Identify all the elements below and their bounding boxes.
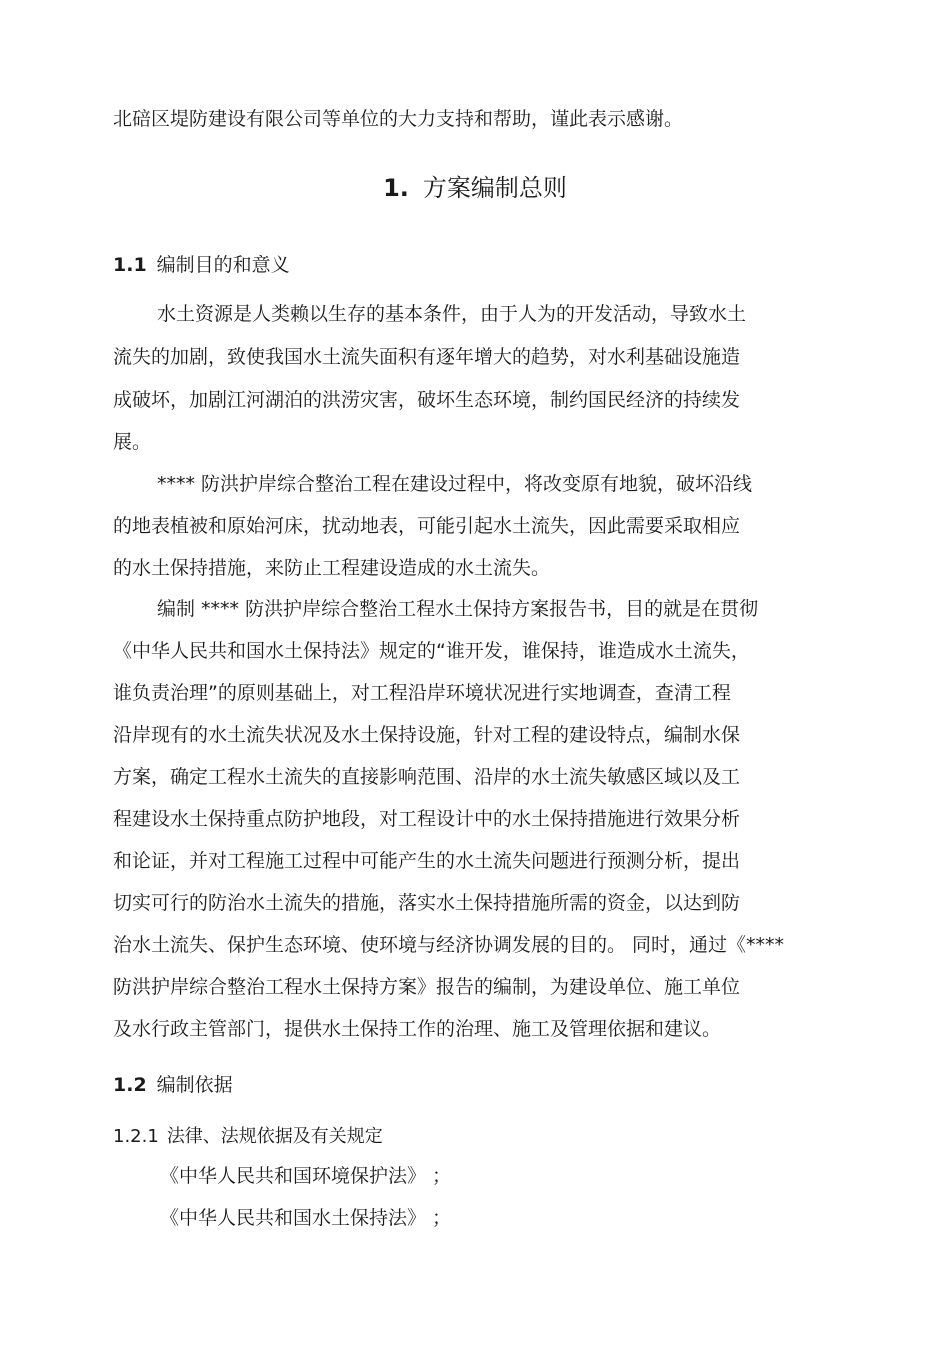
para3-line: 治水土流失、保护生态环境、使环境与经济协调发展的目的。 同时，通过《**** [113, 934, 785, 956]
law-item: 《中华人民共和国水土保持法》 ； [160, 1207, 452, 1229]
para3-line: 和论证，并对工程施工过程中可能产生的水土流失问题进行预测分析，提出 [113, 850, 741, 872]
para2-line: 的水土保持措施，来防止工程建设造成的水土流失。 [113, 557, 551, 579]
para3-line: 编制 **** 防洪护岸综合整治工程水土保持方案报告书，目的就是在贯彻 [157, 598, 759, 620]
para3-line: 及水行政主管部门，提供水土保持工作的治理、施工及管理依据和建议。 [113, 1018, 722, 1040]
section-1-1-number: 1.1 [113, 254, 147, 276]
para1-line: 成破坏，加剧江河湖泊的洪涝灾害，破坏生态环境，制约国民经济的持续发 [113, 389, 741, 411]
para1-line: 流失的加剧，致使我国水土流失面积有逐年增大的趋势，对水利基础设施造 [113, 346, 741, 368]
section-1-1-title: 编制目的和意义 [156, 254, 290, 276]
law-item: 《中华人民共和国环境保护法》 ； [160, 1165, 452, 1187]
para1-line: 水土资源是人类赖以生存的基本条件，由于人为的开发活动，导致水土 [157, 303, 747, 325]
para2-line: 的地表植被和原始河床，扰动地表，可能引起水土流失，因此需要采取相应 [113, 515, 741, 537]
section-1-1-heading [113, 253, 290, 277]
para3-line: 沿岸现有的水土流失状况及水土保持设施，针对工程的建设特点，编制水保 [113, 724, 741, 746]
section-1-2-1-heading [113, 1125, 383, 1149]
section-1-2-1-number: 1.2.1 [113, 1126, 159, 1147]
section-1-heading [0, 172, 950, 204]
section-1-2-1-title: 法律、法规依据及有关规定 [166, 1126, 383, 1147]
section-1-2-number: 1.2 [113, 1074, 147, 1096]
para1-line: 展。 [113, 431, 152, 453]
section-1-2-heading [113, 1073, 233, 1097]
section-1-2-title: 编制依据 [156, 1074, 233, 1096]
intro-line: 北碚区堤防建设有限公司等单位的大力支持和帮助，谨此表示感谢。 [113, 108, 684, 130]
para2-line: **** 防洪护岸综合整治工程在建设过程中，将改变原有地貌，破坏沿线 [157, 473, 753, 495]
para3-line: 方案，确定工程水土流失的直接影响范围、沿岸的水土流失敏感区域以及工 [113, 766, 741, 788]
para3-line: 程建设水土保持重点防护地段，对工程设计中的水土保持措施进行效果分析 [113, 808, 741, 830]
section-1-title: 方案编制总则 [422, 174, 567, 202]
para3-line: 《中华人民共和国水土保持法》规定的“谁开发，谁保持，谁造成水土流失， [113, 640, 750, 662]
para3-line: 防洪护岸综合整治工程水土保持方案》报告的编制，为建设单位、施工单位 [113, 976, 741, 998]
para3-line: 谁负责治理”的原则基础上，对工程沿岸环境状况进行实地调查，查清工程 [113, 682, 731, 704]
para3-line: 切实可行的防治水土流失的措施，落实水土保持措施所需的资金，以达到防 [113, 892, 741, 914]
section-1-number: 1. [383, 174, 409, 202]
